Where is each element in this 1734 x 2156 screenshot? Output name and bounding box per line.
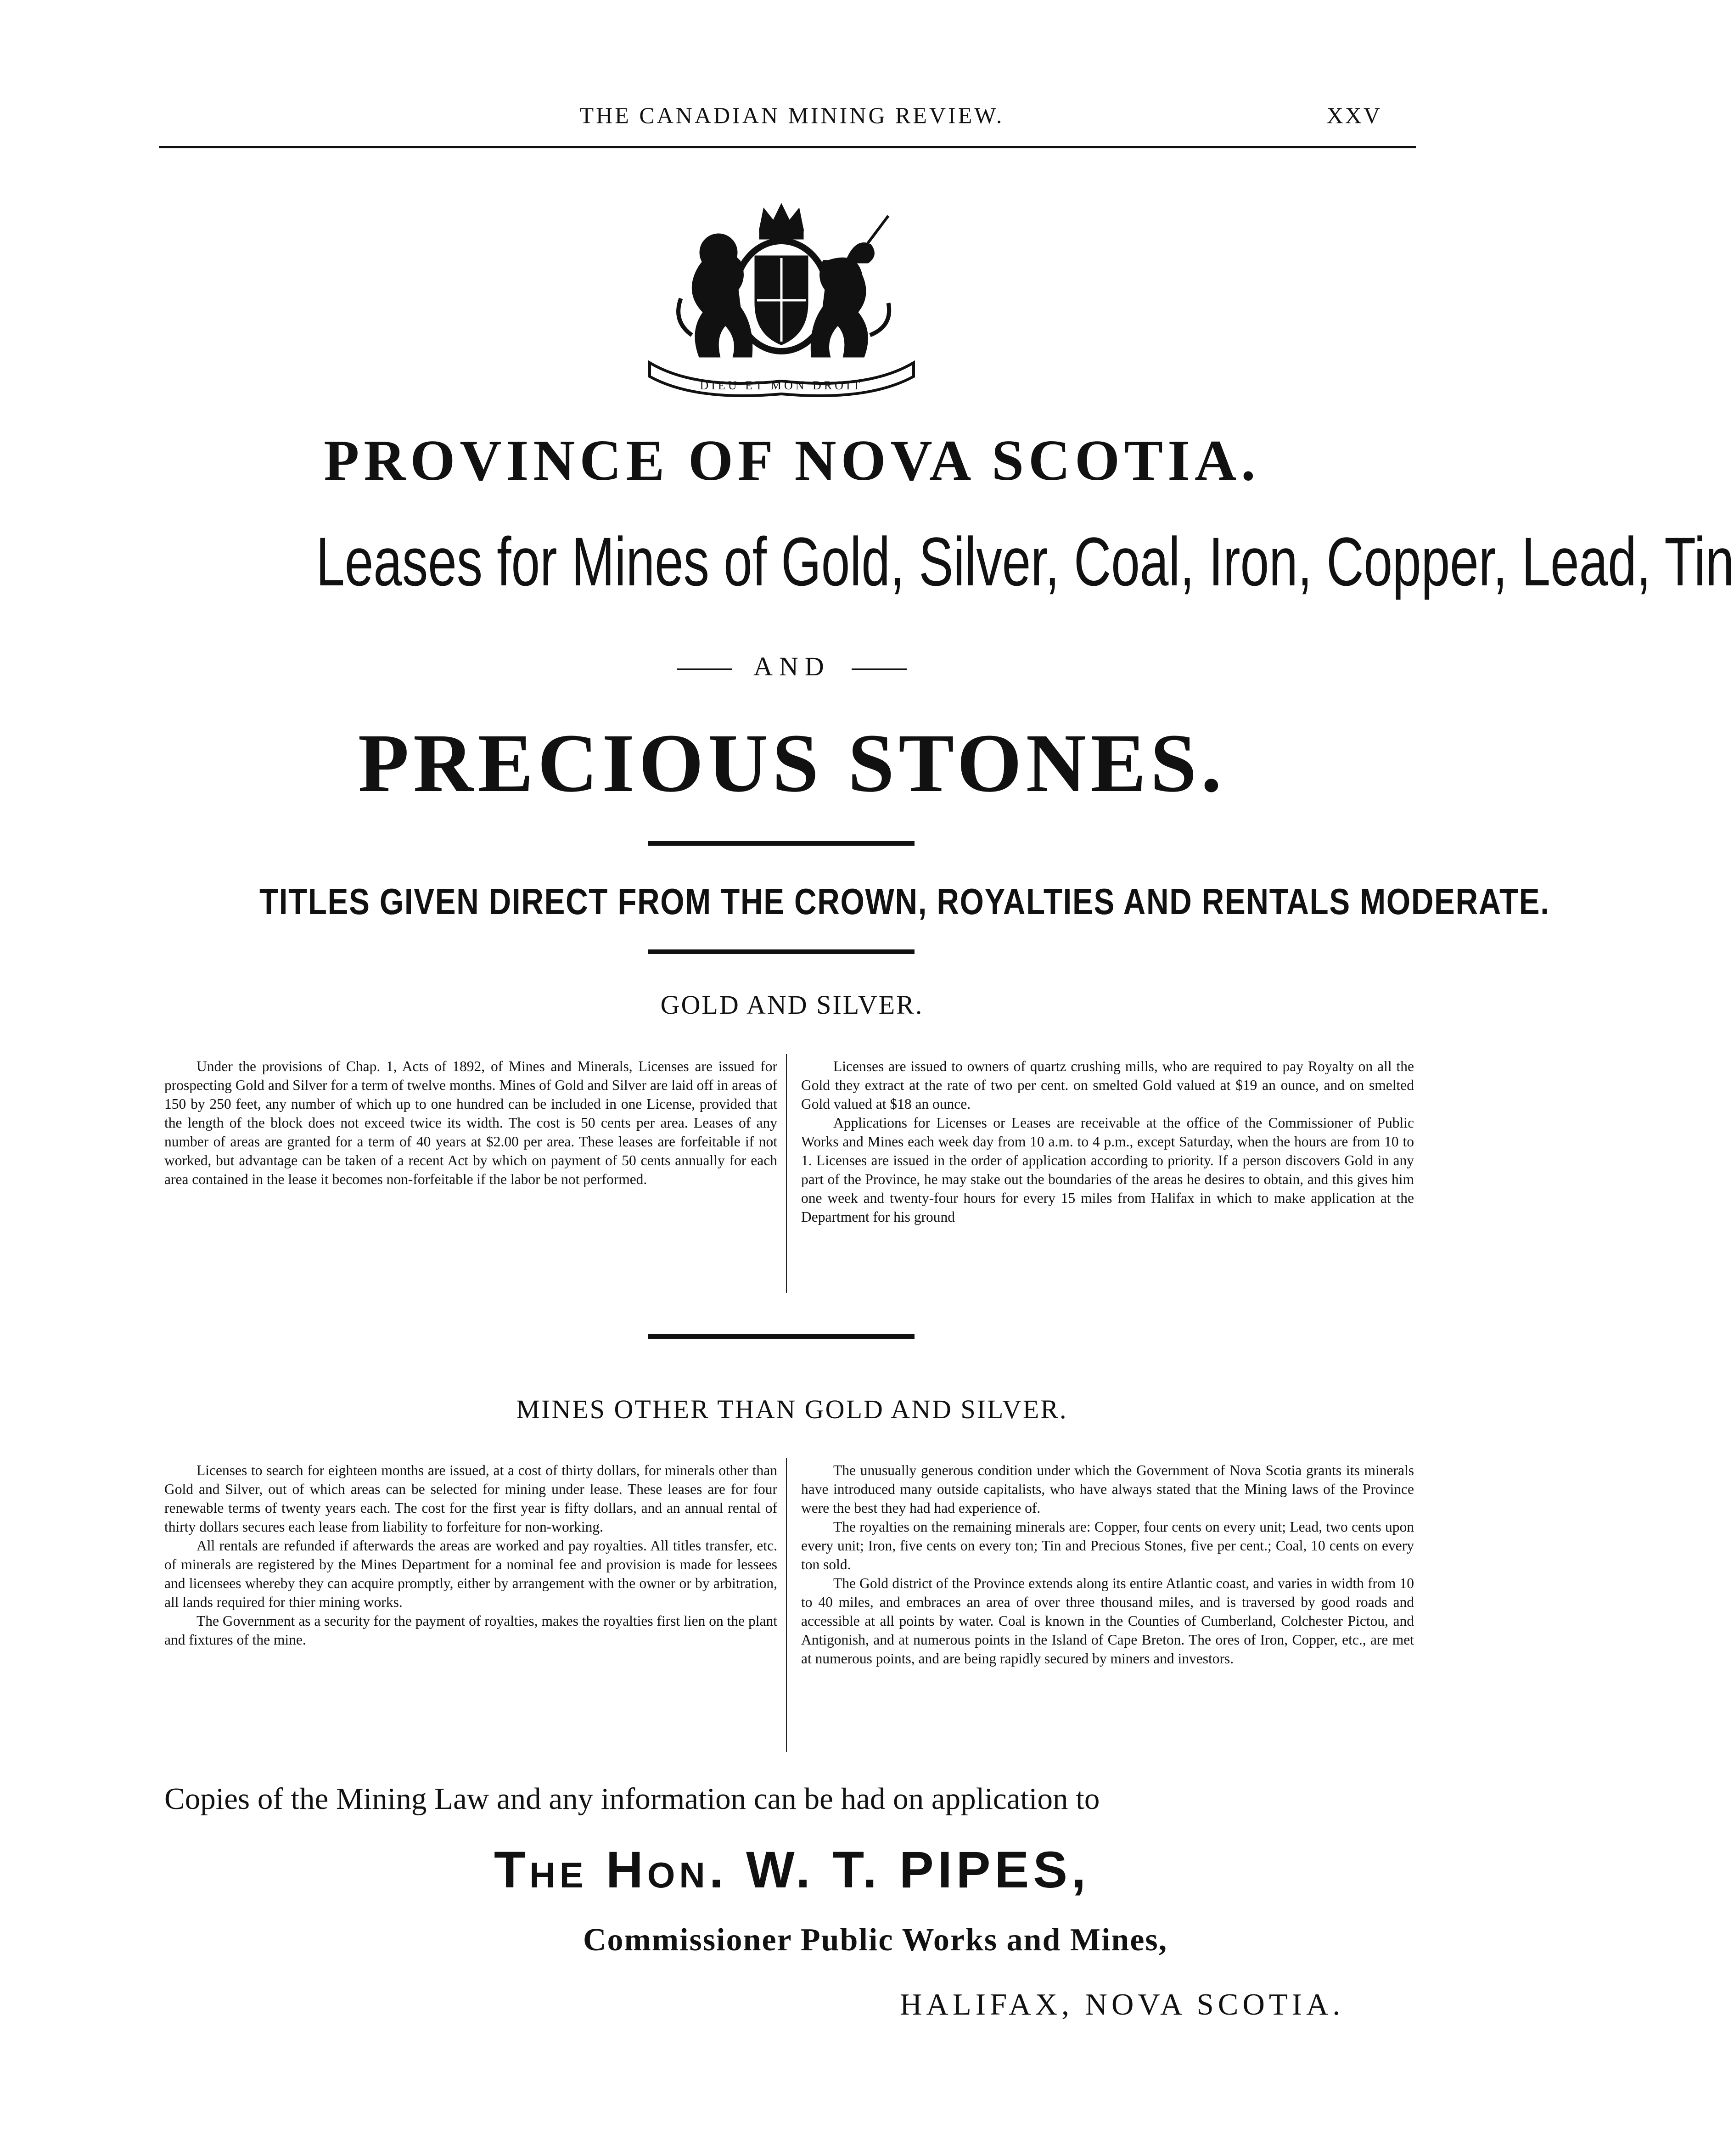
- and-divider: [0, 651, 1584, 682]
- paragraph: All rentals are refunded if afterwards the areas are worked and pay royalties. All titles transfer, etc. of minerals are registered by the Mines Department for a nominal fee and provision is made for lessees and licensees whereby they can acquire promptly, either by arrangement with the owner or by arbitration, all lands required for thier mining works.: [164, 1538, 777, 1610]
- other-mines-heading: MINES OTHER THAN GOLD AND SILVER.: [516, 1394, 1068, 1424]
- paragraph: The royalties on the remaining minerals are: Copper, four cents on every unit; Lead, two cents upon every unit; Iron, five cents on every ton; Tin and Precious Stones, five per cent.; Coal, 10 cents on every ton sold.: [801, 1519, 1414, 1572]
- and-dash-right: [852, 668, 907, 670]
- address: HALIFAX, NOVA SCOTIA.: [900, 1988, 1345, 2021]
- running-title: THE CANADIAN MINING REVIEW.: [579, 102, 1004, 128]
- copies-notice: Copies of the Mining Law and any information can be had on application to: [164, 1782, 1100, 1816]
- section-rule: [648, 841, 915, 846]
- section-rule: [648, 1334, 915, 1339]
- commissioner-title: Commissioner Public Works and Mines,: [583, 1922, 1168, 1958]
- other-mines-left-column: [164, 1461, 777, 1649]
- paragraph: Licenses to search for eighteen months are issued, at a cost of thirty dollars, for minerals other than Gold and Silver, out of which areas can be selected for mining under lease. These leases are for four renewable terms of twenty years each. The cost for the first year is fifty dollars, and an annual rental of thirty dollars secures each lease from liability to forfeiture for non-working.: [164, 1462, 777, 1535]
- other-mines-right-column: [801, 1461, 1414, 1668]
- page-number: XXV: [1326, 102, 1382, 128]
- and-dash-left: [677, 668, 732, 670]
- and-label: AND: [753, 651, 831, 681]
- paragraph: The Gold district of the Province extends along its entire Atlantic coast, and varies in width from 10 to 40 miles, and embraces an area of over three thousand miles, and is traversed by good roads and accessible at all points by water. Coal is known in the Counties of Cumberland, Colchester Pictou, and Antigonish, and at numerous points in the Island of Cape Breton. The ores of Iron, Copper, etc., are met at numerous points, and are being rapidly secured by miners and investors.: [801, 1575, 1414, 1667]
- precious-stones-title: PRECIOUS STONES.: [358, 717, 1226, 809]
- gold-silver-left-column: [164, 1057, 777, 1189]
- leases-headline: Leases for Mines of Gold, Silver, Coal, Iron, Copper, Lead, Tin: [316, 523, 1734, 600]
- header-rule: [159, 146, 1416, 148]
- paragraph: Licenses are issued to owners of quartz crushing mills, who are required to pay Royalty on all the Gold they extract at the rate of two per cent. on smelted Gold valued at $19 an ounce, and on smelted Gold valued at $18 an ounce.: [801, 1058, 1414, 1112]
- paragraph: The Government as a security for the payment of royalties, makes the royalties first lien on the plant and fixtures of the mine.: [164, 1613, 777, 1648]
- column-divider: [786, 1458, 787, 1752]
- paragraph: Applications for Licenses or Leases are receivable at the office of the Commissioner of Public Works and Mines each week day from 10 a.m. to 4 p.m., except Saturday, when the hours are from 10 to 1. Licenses are issued in the order of application according to priority. If a person discovers Gold in any part of the Province, he may stake out the boundaries of the areas he desires to obtain, and this gives him one week and twenty-four hours for every 15 miles from Halifax in which to make application at the Department for his ground: [801, 1115, 1414, 1225]
- coat-of-arms-icon: [640, 197, 923, 390]
- province-title: PROVINCE OF NOVA SCOTIA.: [324, 429, 1260, 493]
- paragraph: The unusually generous condition under which the Government of Nova Scotia grants its minerals have introduced many outside capitalists, who have always stated that the Mining laws of the Province were the best they had had experience of.: [801, 1462, 1414, 1516]
- paragraph: Under the provisions of Chap. 1, Acts of 1892, of Mines and Minerals, Licenses are issued for prospecting Gold and Silver for a term of twelve months. Mines of Gold and Silver are laid off in areas of 150 by 250 feet, any number of which up to one hundred can be included in one License, provided that the length of the block does not exceed twice its width. The cost is 50 cents per area. Leases of any number of areas are granted for a term of 40 years at $2.00 per area. These leases are forfeitable if not worked, but advantage can be taken of a recent Act by which on payment of 50 cents annually for each area contained in the lease it becomes non-forfeitable if the labor be not performed.: [164, 1058, 777, 1187]
- column-divider: [786, 1054, 787, 1293]
- section-rule: [648, 949, 915, 954]
- gold-silver-heading: GOLD AND SILVER.: [660, 990, 924, 1020]
- titles-subheadline: TITLES GIVEN DIRECT FROM THE CROWN, ROYALTIES AND RENTALS MODERATE.: [259, 881, 1550, 922]
- svg-text:DIEU ET MON DROIT: DIEU ET MON DROIT: [700, 379, 863, 392]
- gold-silver-right-column: [801, 1057, 1414, 1226]
- commissioner-name: The Hon. W. T. PIPES,: [494, 1841, 1090, 1898]
